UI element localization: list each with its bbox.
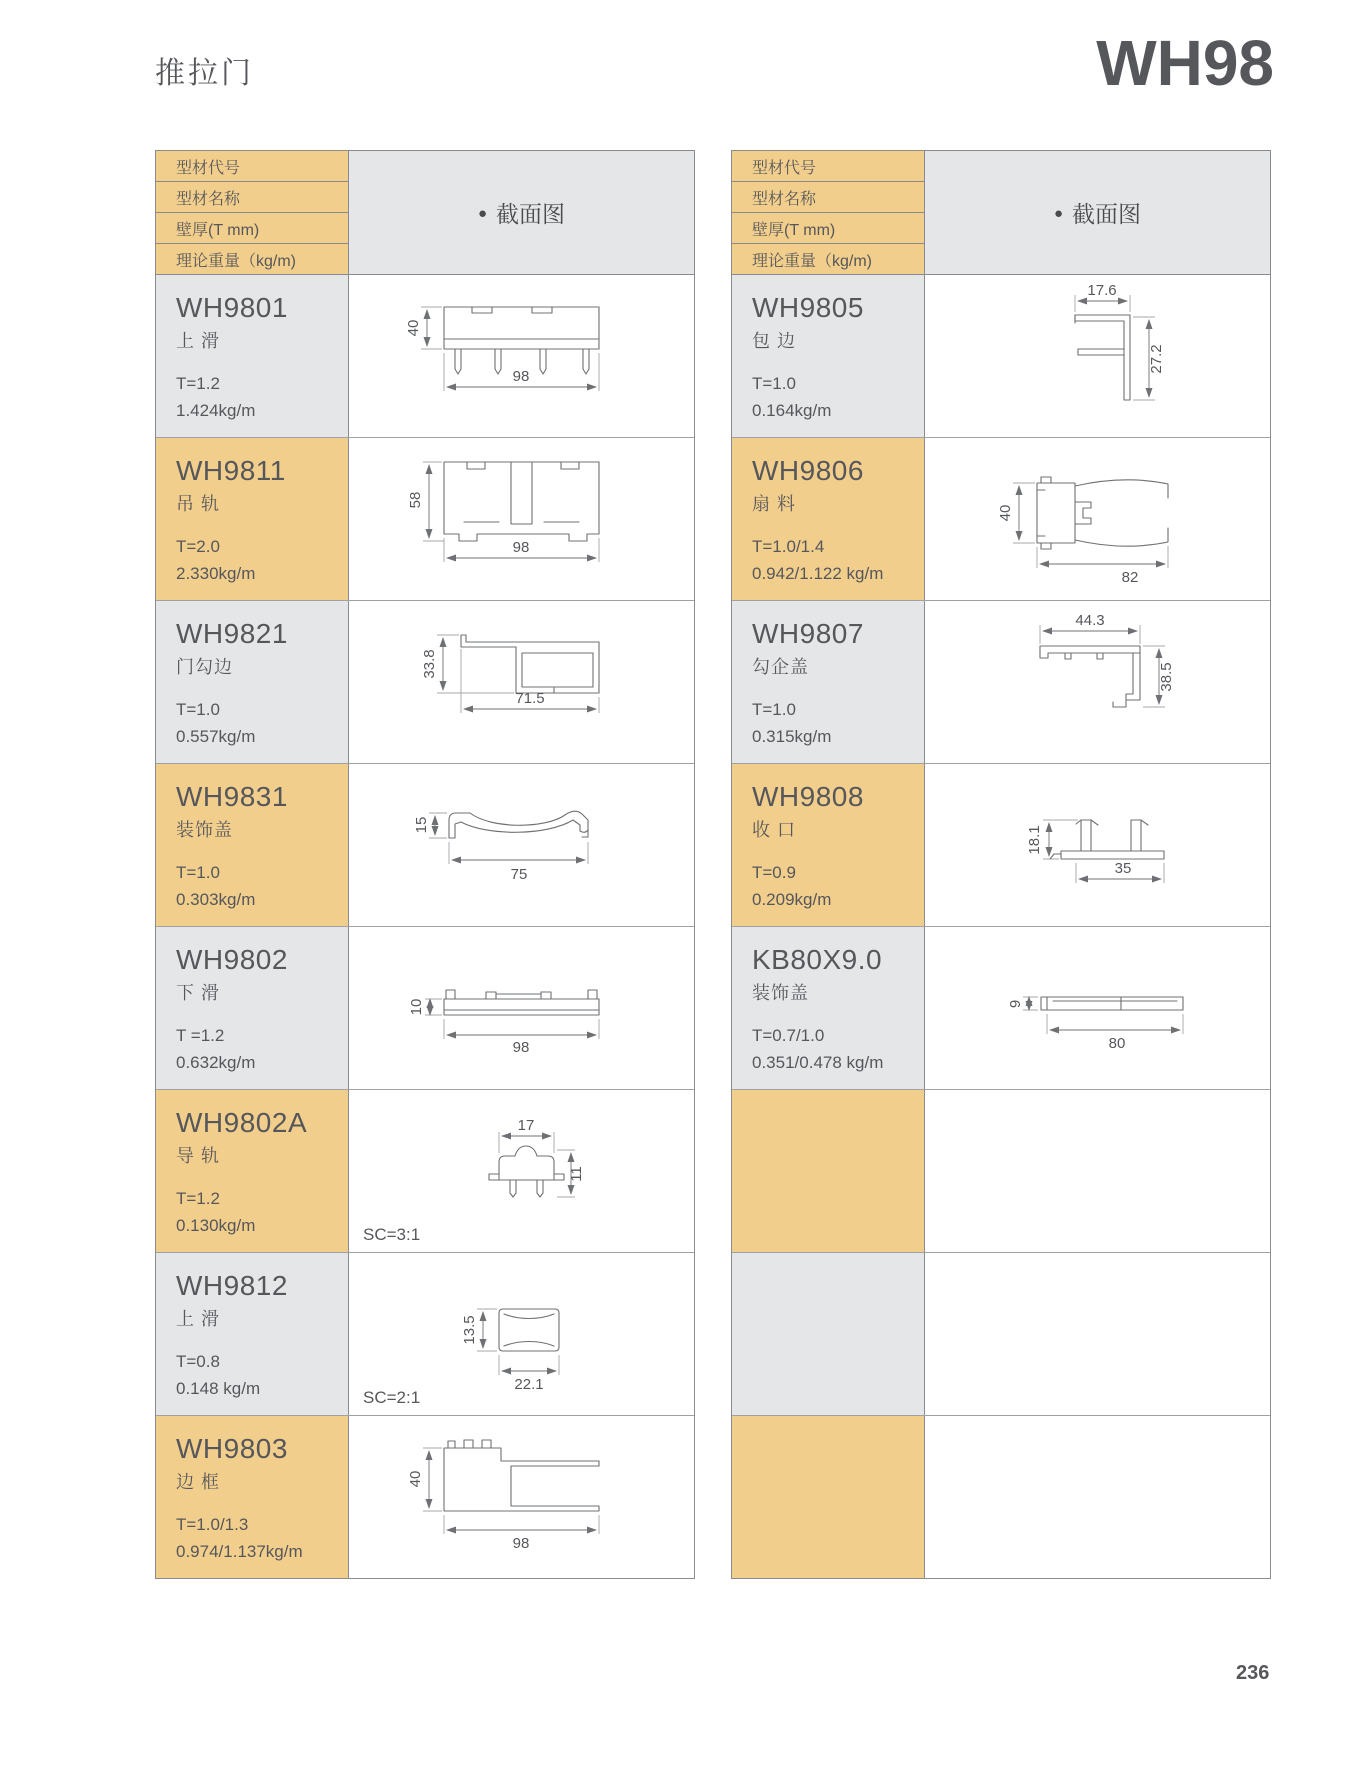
profile-code: WH9801	[176, 292, 288, 323]
dim-label: 9	[1007, 999, 1024, 1009]
profile-thickness: T=0.7/1.0	[752, 1026, 825, 1046]
dim-label: 15	[413, 816, 430, 834]
cross-section-cell	[349, 275, 694, 437]
profile-label-cell	[156, 1253, 349, 1415]
profile-label-cell	[732, 1416, 925, 1578]
cross-section-cell	[925, 1253, 1270, 1415]
bullet-icon: ●	[1053, 205, 1064, 222]
section-view-label: 截面图	[1072, 201, 1142, 227]
profile-label-cell	[732, 601, 925, 763]
dim-label: 35	[1114, 860, 1132, 877]
profile-thickness: T=1.0/1.3	[176, 1515, 249, 1535]
profile-code: WH9811	[176, 455, 286, 486]
profile-label-cell	[732, 927, 925, 1089]
profile-name: 收 口	[752, 820, 797, 841]
cross-section-diagram	[349, 1253, 694, 1415]
cross-section-cell	[925, 275, 1270, 437]
cross-section-diagram	[925, 601, 1270, 763]
profile-weight: 2.330kg/m	[176, 563, 256, 583]
dim-label: 75	[510, 866, 528, 883]
table-row	[156, 1253, 694, 1416]
profile-label-cell	[156, 764, 349, 926]
profile-code: WH9802	[176, 944, 288, 975]
profile-code: WH9812	[176, 1270, 288, 1301]
profile-thickness: T=1.0	[176, 700, 220, 720]
header-row-weight: 理论重量（kg/m)	[156, 244, 348, 274]
dim-label: 10	[408, 998, 425, 1016]
dim-label: 58	[407, 491, 424, 509]
profile-code: WH9806	[752, 455, 864, 486]
header-row-code: 型材代号	[732, 151, 924, 182]
profile-code: WH9808	[752, 781, 864, 812]
profile-code: WH9805	[752, 292, 864, 323]
header-row-code: 型材代号	[156, 151, 348, 182]
dim-label: 11	[568, 1166, 585, 1182]
header-row-thickness: 壁厚(T mm)	[732, 213, 924, 244]
cross-section-cell	[925, 1416, 1270, 1578]
profile-name: 导 轨	[176, 1146, 221, 1167]
profile-thickness: T=1.0/1.4	[752, 537, 825, 557]
table-row	[156, 927, 694, 1090]
cross-section-cell	[925, 1090, 1270, 1252]
profile-label-cell	[732, 275, 925, 437]
profile-weight: 0.942/1.122 kg/m	[752, 563, 884, 583]
profile-thickness: T=1.0	[752, 700, 796, 720]
dim-label: 13.5	[461, 1315, 478, 1345]
section-view-header	[349, 151, 694, 274]
dim-label: 40	[407, 1470, 424, 1488]
profile-name: 装饰盖	[176, 820, 233, 841]
table-row	[732, 764, 1270, 927]
profile-label-cell	[732, 438, 925, 600]
cross-section-cell	[349, 764, 694, 926]
dim-label: 17	[517, 1117, 535, 1134]
cross-section-cell	[349, 1090, 694, 1252]
profile-name: 上 滑	[176, 1309, 221, 1330]
cross-section-diagram	[349, 601, 694, 763]
profile-label-cell	[156, 1416, 349, 1578]
dim-label: 17.6	[1087, 282, 1117, 299]
profile-label-cell	[732, 1090, 925, 1252]
cross-section-diagram	[349, 1090, 694, 1252]
profile-name: 边 框	[176, 1472, 221, 1493]
table-row	[732, 601, 1270, 764]
dim-label: 98	[512, 1039, 530, 1056]
table-row	[156, 275, 694, 438]
dim-label: 38.5	[1158, 662, 1175, 692]
cross-section-cell	[349, 1253, 694, 1415]
cross-section-cell	[349, 1416, 694, 1578]
profile-thickness: T=1.2	[176, 374, 220, 394]
profile-name: 装饰盖	[752, 983, 809, 1004]
profile-weight: 0.303kg/m	[176, 889, 256, 909]
table-row	[732, 1253, 1270, 1416]
profile-code: WH9807	[752, 618, 864, 649]
profile-code: WH9803	[176, 1433, 288, 1464]
profile-weight: 0.632kg/m	[176, 1052, 256, 1072]
profile-thickness: T =1.2	[176, 1026, 225, 1046]
dim-label: 27.2	[1148, 344, 1165, 374]
cross-section-cell	[349, 438, 694, 600]
profile-name: 上 滑	[176, 331, 221, 352]
page-number: 236	[1236, 1662, 1270, 1684]
table-row	[156, 1416, 694, 1578]
dim-label: 71.5	[515, 690, 545, 707]
profile-label-cell	[732, 764, 925, 926]
table-row	[732, 275, 1270, 438]
header-row-weight: 理论重量（kg/m)	[732, 244, 924, 274]
section-view-header	[925, 151, 1270, 274]
profile-label-cell	[732, 1253, 925, 1415]
profile-label-cell	[156, 601, 349, 763]
cross-section-cell	[925, 927, 1270, 1089]
profile-weight: 0.164kg/m	[752, 400, 832, 420]
dim-label: 80	[1108, 1035, 1126, 1052]
table-row	[732, 927, 1270, 1090]
profile-label-cell	[156, 927, 349, 1089]
profile-weight: 0.148 kg/m	[176, 1378, 261, 1398]
header-label-column	[156, 151, 349, 274]
table-row	[732, 438, 1270, 601]
dim-label: 18.1	[1026, 825, 1043, 855]
cross-section-diagram	[349, 1416, 694, 1578]
table-row	[156, 601, 694, 764]
profile-name: 勾企盖	[752, 657, 809, 678]
cross-section-diagram	[349, 764, 694, 926]
cross-section-diagram	[349, 275, 694, 437]
cross-section-cell	[925, 601, 1270, 763]
profile-weight: 0.315kg/m	[752, 726, 832, 746]
profile-name: 门勾边	[176, 657, 233, 678]
profile-thickness: T=1.2	[176, 1189, 220, 1209]
cross-section-cell	[925, 764, 1270, 926]
table-row	[156, 438, 694, 601]
dim-label: 22.1	[514, 1376, 544, 1393]
table-header	[156, 151, 694, 275]
table-row	[732, 1416, 1270, 1578]
header-row-name: 型材名称	[732, 182, 924, 213]
cross-section-diagram	[349, 927, 694, 1089]
table-row	[156, 1090, 694, 1253]
profile-name: 包 边	[752, 331, 797, 352]
profile-table-right	[731, 150, 1271, 1579]
profile-weight: 0.209kg/m	[752, 889, 832, 909]
page-title: 推拉门	[155, 57, 254, 90]
profile-thickness: T=2.0	[176, 537, 220, 557]
dim-label: 98	[512, 539, 530, 556]
cross-section-cell	[925, 438, 1270, 600]
dim-label: 33.8	[421, 649, 438, 679]
bullet-icon: ●	[477, 205, 488, 222]
profile-table-left	[155, 150, 695, 1579]
profile-code: WH9821	[176, 618, 288, 649]
section-view-label: 截面图	[496, 201, 566, 227]
dim-label: 44.3	[1075, 612, 1105, 629]
header-label-column	[732, 151, 925, 274]
profile-code: WH9831	[176, 781, 288, 812]
header-row-name: 型材名称	[156, 182, 348, 213]
profile-name: 吊 轨	[176, 494, 221, 515]
profile-thickness: T=1.0	[752, 374, 796, 394]
profile-code: WH9802A	[176, 1107, 308, 1138]
cross-section-cell	[349, 601, 694, 763]
scale-note: SC=3:1	[363, 1225, 421, 1244]
profile-label-cell	[156, 438, 349, 600]
dim-label: 82	[1121, 569, 1139, 586]
header-row-thickness: 壁厚(T mm)	[156, 213, 348, 244]
profile-thickness: T=0.9	[752, 863, 796, 883]
table-header	[732, 151, 1270, 275]
profile-weight: 0.557kg/m	[176, 726, 256, 746]
cross-section-diagram	[925, 927, 1270, 1089]
dim-label: 98	[512, 1535, 530, 1552]
table-row	[156, 764, 694, 927]
profile-weight: 0.351/0.478 kg/m	[752, 1052, 884, 1072]
scale-note: SC=2:1	[363, 1388, 421, 1407]
profile-name: 下 滑	[176, 983, 221, 1004]
cross-section-diagram	[349, 438, 694, 600]
dim-label: 40	[997, 504, 1014, 522]
profile-name: 扇 料	[752, 494, 797, 515]
profile-thickness: T=0.8	[176, 1352, 220, 1372]
series-title: WH98	[1096, 27, 1274, 99]
profile-label-cell	[156, 1090, 349, 1252]
dim-label: 40	[405, 319, 422, 337]
table-row	[732, 1090, 1270, 1253]
profile-thickness: T=1.0	[176, 863, 220, 883]
profile-weight: 0.130kg/m	[176, 1215, 256, 1235]
profile-weight: 1.424kg/m	[176, 400, 256, 420]
cross-section-diagram	[925, 764, 1270, 926]
profile-weight: 0.974/1.137kg/m	[176, 1541, 303, 1561]
cross-section-diagram	[925, 275, 1270, 437]
profile-label-cell	[156, 275, 349, 437]
profile-code: KB80X9.0	[752, 944, 883, 975]
dim-label: 98	[512, 368, 530, 385]
cross-section-diagram	[925, 438, 1270, 600]
cross-section-cell	[349, 927, 694, 1089]
